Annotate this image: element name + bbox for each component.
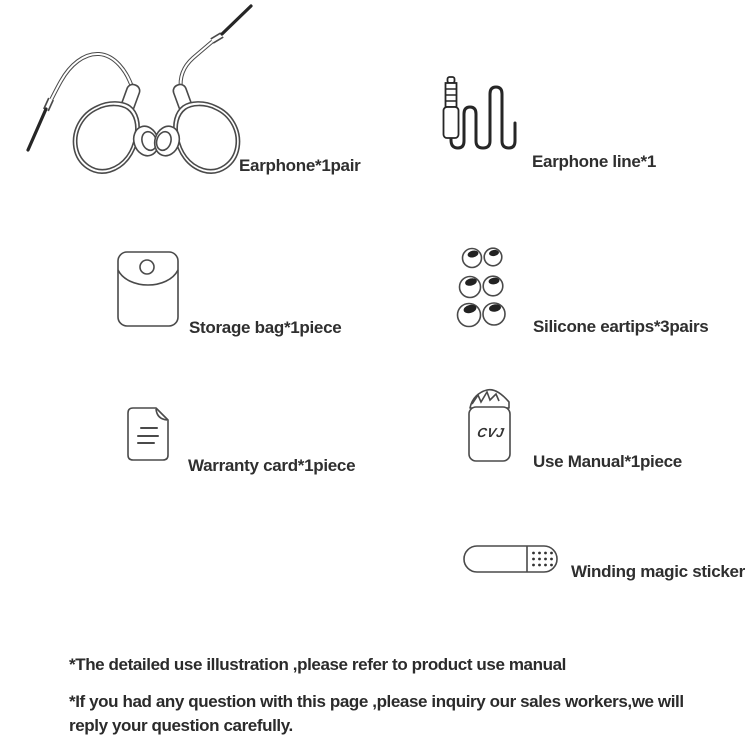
earphones-icon xyxy=(0,0,270,190)
winding-sticker-icon xyxy=(458,540,562,576)
item-label-storage-bag: Storage bag*1piece xyxy=(189,318,342,337)
silicone-eartips-icon xyxy=(450,243,510,333)
earphone-line-icon xyxy=(435,70,530,160)
footnote-manual-reference: *The detailed use illustration ,please refer to product use manual xyxy=(69,655,566,674)
use-manual-icon xyxy=(462,386,516,466)
item-label-earphone-line: Earphone line*1 xyxy=(532,152,656,171)
item-label-earphone: Earphone*1pair xyxy=(239,156,361,175)
manual-logo-text: CVJ xyxy=(476,425,506,440)
item-label-silicone-eartips: Silicone eartips*3pairs xyxy=(533,317,709,336)
warranty-card-icon xyxy=(122,402,174,466)
item-label-winding-sticker: Winding magic sticker xyxy=(571,562,745,581)
item-label-warranty-card: Warranty card*1piece xyxy=(188,456,356,475)
right-earbud xyxy=(151,83,240,173)
item-label-use-manual: Use Manual*1piece xyxy=(533,452,682,471)
footnote-sales-inquiry: *If you had any question with this page ,please inquiry our sales workers,we will reply your question carefully. xyxy=(69,692,684,735)
left-earbud xyxy=(73,83,162,173)
storage-bag-icon xyxy=(110,245,185,335)
